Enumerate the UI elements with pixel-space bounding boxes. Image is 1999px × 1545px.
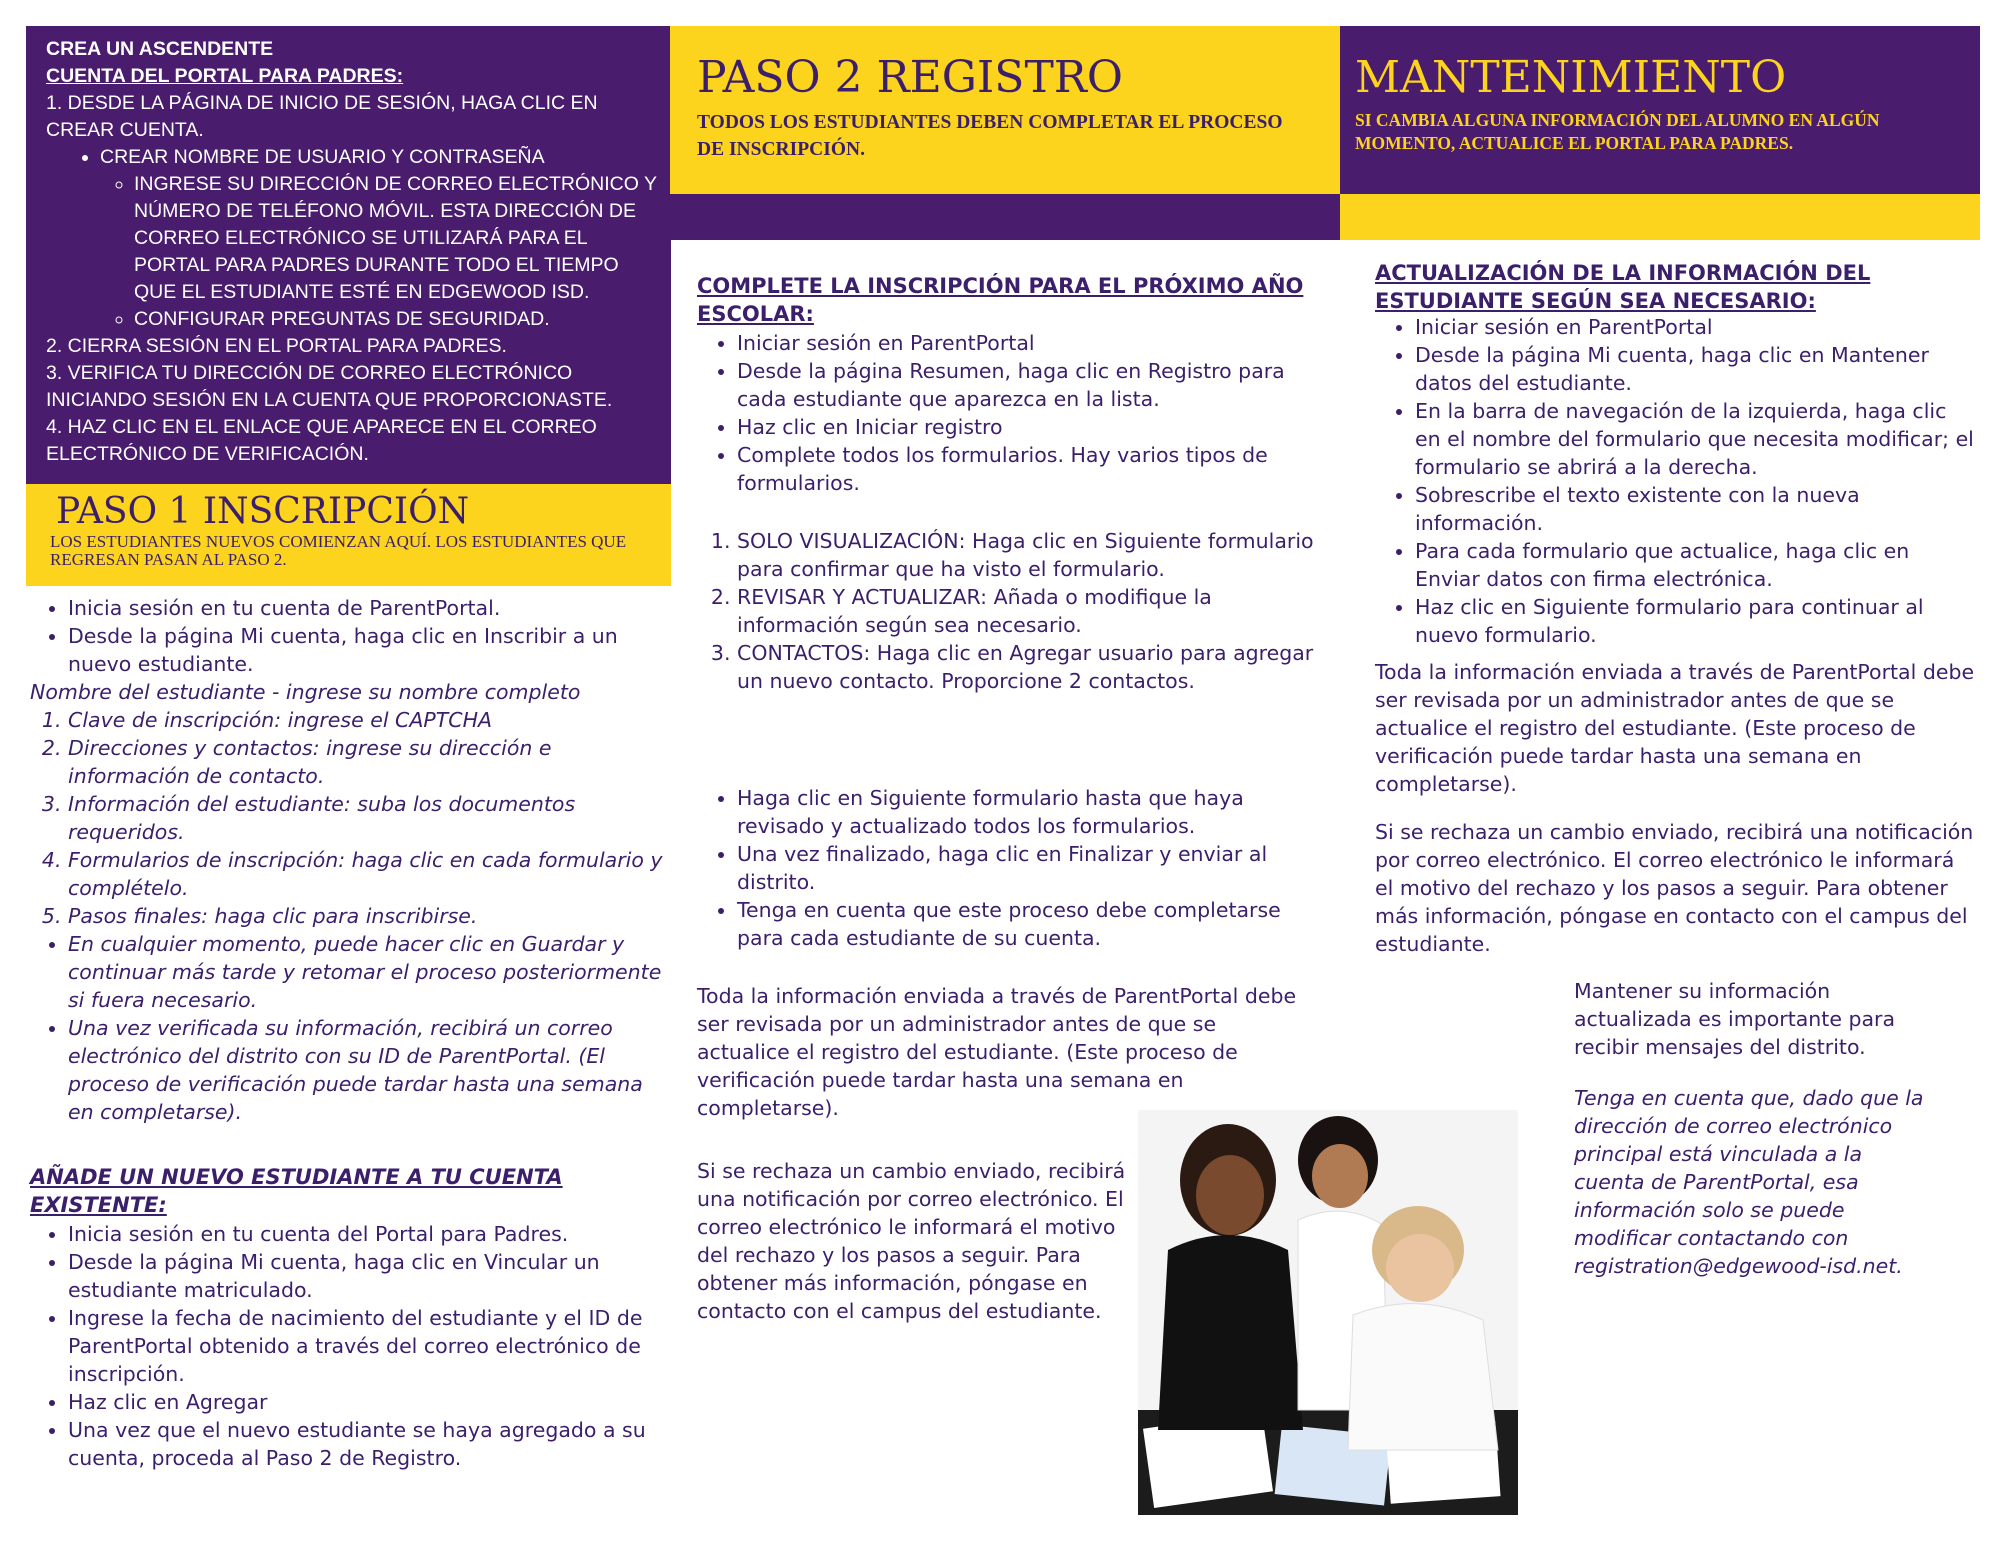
list-item (737, 527, 1327, 583)
mantenimiento-strip (1340, 194, 1980, 240)
keep-info-updated-paragraph: Mantener su información actualizada es importante para recibir mensajes del distrito. (1574, 979, 1896, 1059)
list-item-text: Tenga en cuenta que este proceso debe completarse para cada estudiante de su cuenta. (737, 898, 1281, 950)
list-item (68, 622, 670, 678)
list-item (737, 413, 1327, 441)
list-item (68, 1388, 670, 1416)
bullet-create-credentials: CREAR NOMBRE DE USUARIO Y CONTRASEÑA (100, 146, 545, 168)
paso1-subtitle: LOS ESTUDIANTES NUEVOS COMIENZAN AQUÍ. LOS ESTUDIANTES QUE REGRESAN PASAN AL PASO 2. (50, 532, 627, 569)
create-account-subtitle: CUENTA DEL PORTAL PARA PADRES: (46, 65, 404, 87)
list-item-text: Una vez verificada su información, recibirá un correo electrónico del distrito con su ID de ParentPortal. (El proceso de verificación puede tardar hasta una semana en completarse). (68, 1016, 643, 1124)
paso2-title: PASO 2 REGISTRO (697, 52, 1123, 103)
list-item-text: CONTACTOS: Haga clic en Agregar usuario para agregar un nuevo contacto. Proporcione 2 contactos. (737, 641, 1314, 693)
list-item-text: Iniciar sesión en ParentPortal (1415, 315, 1713, 339)
list-item (737, 357, 1327, 413)
list-item-text: Desde la página Mi cuenta, haga clic en Vincular un estudiante matriculado. (68, 1250, 600, 1302)
subbullet-email: INGRESE SU DIRECCIÓN DE CORREO ELECTRÓNICO Y NÚMERO DE TELÉFONO MÓVIL. ESTA DIRECCIÓN DE CORREO ELECTRÓNICO SE UTILIZARÁ PARA EL PORTAL PARA PADRES DURANTE TODO EL TIEMPO QUE EL ESTUDIANTE ESTÉ EN EDGEWOOD ISD. (134, 173, 657, 303)
list-item (100, 144, 661, 333)
paso2-bullets-b (697, 784, 1327, 952)
list-item (737, 840, 1327, 896)
mantenimiento-title: MANTENIMIENTO (1355, 52, 1787, 103)
mantenimiento-subtitle: SI CAMBIA ALGUNA INFORMACIÓN DEL ALUMNO EN ALGÚN MOMENTO, ACTUALICE EL PORTAL PARA PADRES. (1355, 110, 1880, 153)
create-account-title: CREA UN ASCENDENTE (46, 38, 274, 60)
list-item-text: Desde la página Resumen, haga clic en Registro para cada estudiante que aparezca en la lista. (737, 359, 1285, 411)
update-info-heading: ACTUALIZACIÓN DE LA INFORMACIÓN DEL ESTUDIANTE SEGÚN SEA NECESARIO: (1375, 261, 1871, 313)
list-item-text: Información del estudiante: suba los documentos requeridos. (68, 792, 576, 844)
list-item (68, 1220, 670, 1248)
step-1-text: 1. DESDE LA PÁGINA DE INICIO DE SESIÓN, HAGA CLIC EN CREAR CUENTA. (46, 92, 598, 141)
step-2-text: 2. CIERRA SESIÓN EN EL PORTAL PARA PADRES. (46, 335, 507, 357)
list-item-text: Inicia sesión en tu cuenta del Portal para Padres. (68, 1222, 569, 1246)
list-item-text: En cualquier momento, puede hacer clic en Guardar y continuar más tarde y retomar el proceso posteriormente si fuera necesario. (68, 932, 662, 1012)
update-info-bullets (1375, 313, 1975, 649)
list-item-text: REVISAR Y ACTUALIZAR: Añada o modifique la información según sea necesario. (737, 585, 1212, 637)
list-item (68, 1248, 670, 1304)
list-item-text: Haz clic en Siguiente formulario para continuar al nuevo formulario. (1415, 595, 1924, 647)
list-item (68, 1304, 670, 1388)
paso2-strip (670, 194, 1340, 240)
list-item-text: Clave de inscripción: ingrese el CAPTCHA (68, 708, 493, 732)
list-item (1415, 313, 1975, 341)
list-item (134, 171, 661, 306)
list-item (1415, 537, 1975, 593)
subbullet-security: CONFIGURAR PREGUNTAS DE SEGURIDAD. (134, 308, 550, 330)
paso1-bullets-a (30, 594, 670, 678)
list-item-text: Direcciones y contactos: ingrese su dirección e información de contacto. (68, 736, 552, 788)
list-item (68, 1014, 670, 1126)
create-account-panel (26, 26, 671, 484)
paso1-title: PASO 1 INSCRIPCIÓN (56, 491, 470, 532)
list-item-text: Haz clic en Iniciar registro (737, 415, 1003, 439)
list-item (737, 639, 1327, 695)
list-item (1415, 593, 1975, 649)
paso2-form-types (697, 527, 1327, 695)
add-student-heading: AÑADE UN NUEVO ESTUDIANTE A TU CUENTA EXISTENTE: (30, 1165, 563, 1217)
list-item (1415, 481, 1975, 537)
add-student-instructions (30, 1220, 670, 1472)
student-name-line: Nombre del estudiante - ingrese su nombre completo (30, 680, 581, 704)
list-item-text: Haz clic en Agregar (68, 1390, 268, 1414)
paso2-list-a (697, 329, 1327, 497)
list-item (68, 1416, 670, 1472)
paso2-numbered (697, 527, 1327, 695)
paso1-instructions (30, 594, 670, 1126)
students-photo (1138, 1110, 1518, 1515)
list-item-text: Una vez que el nuevo estudiante se haya agregado a su cuenta, proceda al Paso 2 de Registro. (68, 1418, 646, 1470)
paso2-bullets-a (697, 329, 1327, 497)
paso2-review-paragraph: Toda la información enviada a través de ParentPortal debe ser revisada por un administrador antes de que se actualice el registro del estudiante. (Este proceso de verificación puede tardar hasta una semana en completarse). (697, 984, 1297, 1120)
list-item-text: Sobrescribe el texto existente con la nueva información. (1415, 483, 1860, 535)
mantenimiento-review-paragraph: Toda la información enviada a través de ParentPortal debe ser revisada por un administrador antes de que se actualice el registro del estudiante. (Este proceso de verificación puede tardar hasta una semana en completarse). (1375, 660, 1975, 796)
list-item (737, 329, 1327, 357)
list-item (68, 930, 670, 1014)
list-item-text: SOLO VISUALIZACIÓN: Haga clic en Siguiente formulario para confirmar que ha visto el formulario. (737, 529, 1314, 581)
list-item (737, 784, 1327, 840)
list-item-text: Ingrese la fecha de nacimiento del estudiante y el ID de ParentPortal obtenido a través del correo electrónico de inscripción. (68, 1306, 643, 1386)
mantenimiento-rejection-paragraph: Si se rechaza un cambio enviado, recibirá una notificación por correo electrónico. El correo electrónico le informará el motivo del rechazo y los pasos a seguir. Para obtener más información, póngase en contacto con el campus del estudiante. (1375, 820, 1974, 956)
list-item (68, 846, 670, 902)
list-item (737, 583, 1327, 639)
paso2-subtitle: TODOS LOS ESTUDIANTES DEBEN COMPLETAR EL PROCESO DE INSCRIPCIÓN. (697, 112, 1283, 160)
list-item-text: Formularios de inscripción: haga clic en cada formulario y complételo. (68, 848, 663, 900)
paso2-list-b (697, 784, 1327, 952)
list-item (68, 594, 670, 622)
list-item-text: Iniciar sesión en ParentPortal (737, 331, 1035, 355)
list-item (68, 734, 670, 790)
list-item (1415, 341, 1975, 397)
email-note-paragraph: Tenga en cuenta que, dado que la dirección de correo electrónico principal está vinculada a la cuenta de ParentPortal, esa información solo se puede modificar contactando con registration@edgewood-isd.net. (1574, 1086, 1924, 1278)
list-item-text: Desde la página Mi cuenta, haga clic en Mantener datos del estudiante. (1415, 343, 1929, 395)
list-item-text: En la barra de navegación de la izquierda, haga clic en el nombre del formulario que necesita modificar; el formulario se abrirá a la derecha. (1415, 399, 1974, 479)
paso1-numbered (30, 706, 670, 930)
list-item (68, 706, 670, 734)
list-item (737, 441, 1327, 497)
list-item-text: Haga clic en Siguiente formulario hasta que haya revisado y actualizado todos los formularios. (737, 786, 1244, 838)
step-3-text: 3. VERIFICA TU DIRECCIÓN DE CORREO ELECTRÓNICO INICIANDO SESIÓN EN LA CUENTA QUE PROPORCIONASTE. (46, 362, 613, 411)
paso2-rejection-paragraph: Si se rechaza un cambio enviado, recibirá una notificación por correo electrónico. El correo electrónico le informará el motivo del rechazo y los pasos a seguir. Para obtener más información, póngase en contacto con el campus del estudiante. (697, 1159, 1126, 1323)
list-item-text: Para cada formulario que actualice, haga clic en Enviar datos con firma electrónica. (1415, 539, 1910, 591)
list-item-text: Desde la página Mi cuenta, haga clic en Inscribir a un nuevo estudiante. (68, 624, 618, 676)
list-item (737, 896, 1327, 952)
complete-registration-heading: COMPLETE LA INSCRIPCIÓN PARA EL PRÓXIMO AÑO ESCOLAR: (697, 274, 1304, 326)
create-account-bullets (46, 144, 661, 333)
create-account-content (46, 36, 661, 468)
list-item (68, 790, 670, 846)
step-4-text: 4. HAZ CLIC EN EL ENLACE QUE APARECE EN EL CORREO ELECTRÓNICO DE VERIFICACIÓN. (46, 416, 597, 465)
list-item-text: Inicia sesión en tu cuenta de ParentPortal. (68, 596, 501, 620)
list-item-text: Una vez finalizado, haga clic en Finalizar y enviar al distrito. (737, 842, 1268, 894)
students-photo-illustration (1138, 1110, 1518, 1515)
paso1-bullets-b (30, 930, 670, 1126)
add-student-bullets (30, 1220, 670, 1472)
update-info-instructions (1375, 313, 1975, 649)
list-item-text: Complete todos los formularios. Hay varios tipos de formularios. (737, 443, 1268, 495)
list-item (68, 902, 670, 930)
list-item-text: Pasos finales: haga clic para inscribirse. (68, 904, 478, 928)
list-item (1415, 397, 1975, 481)
create-account-subbullets (100, 171, 661, 333)
list-item (134, 306, 661, 333)
